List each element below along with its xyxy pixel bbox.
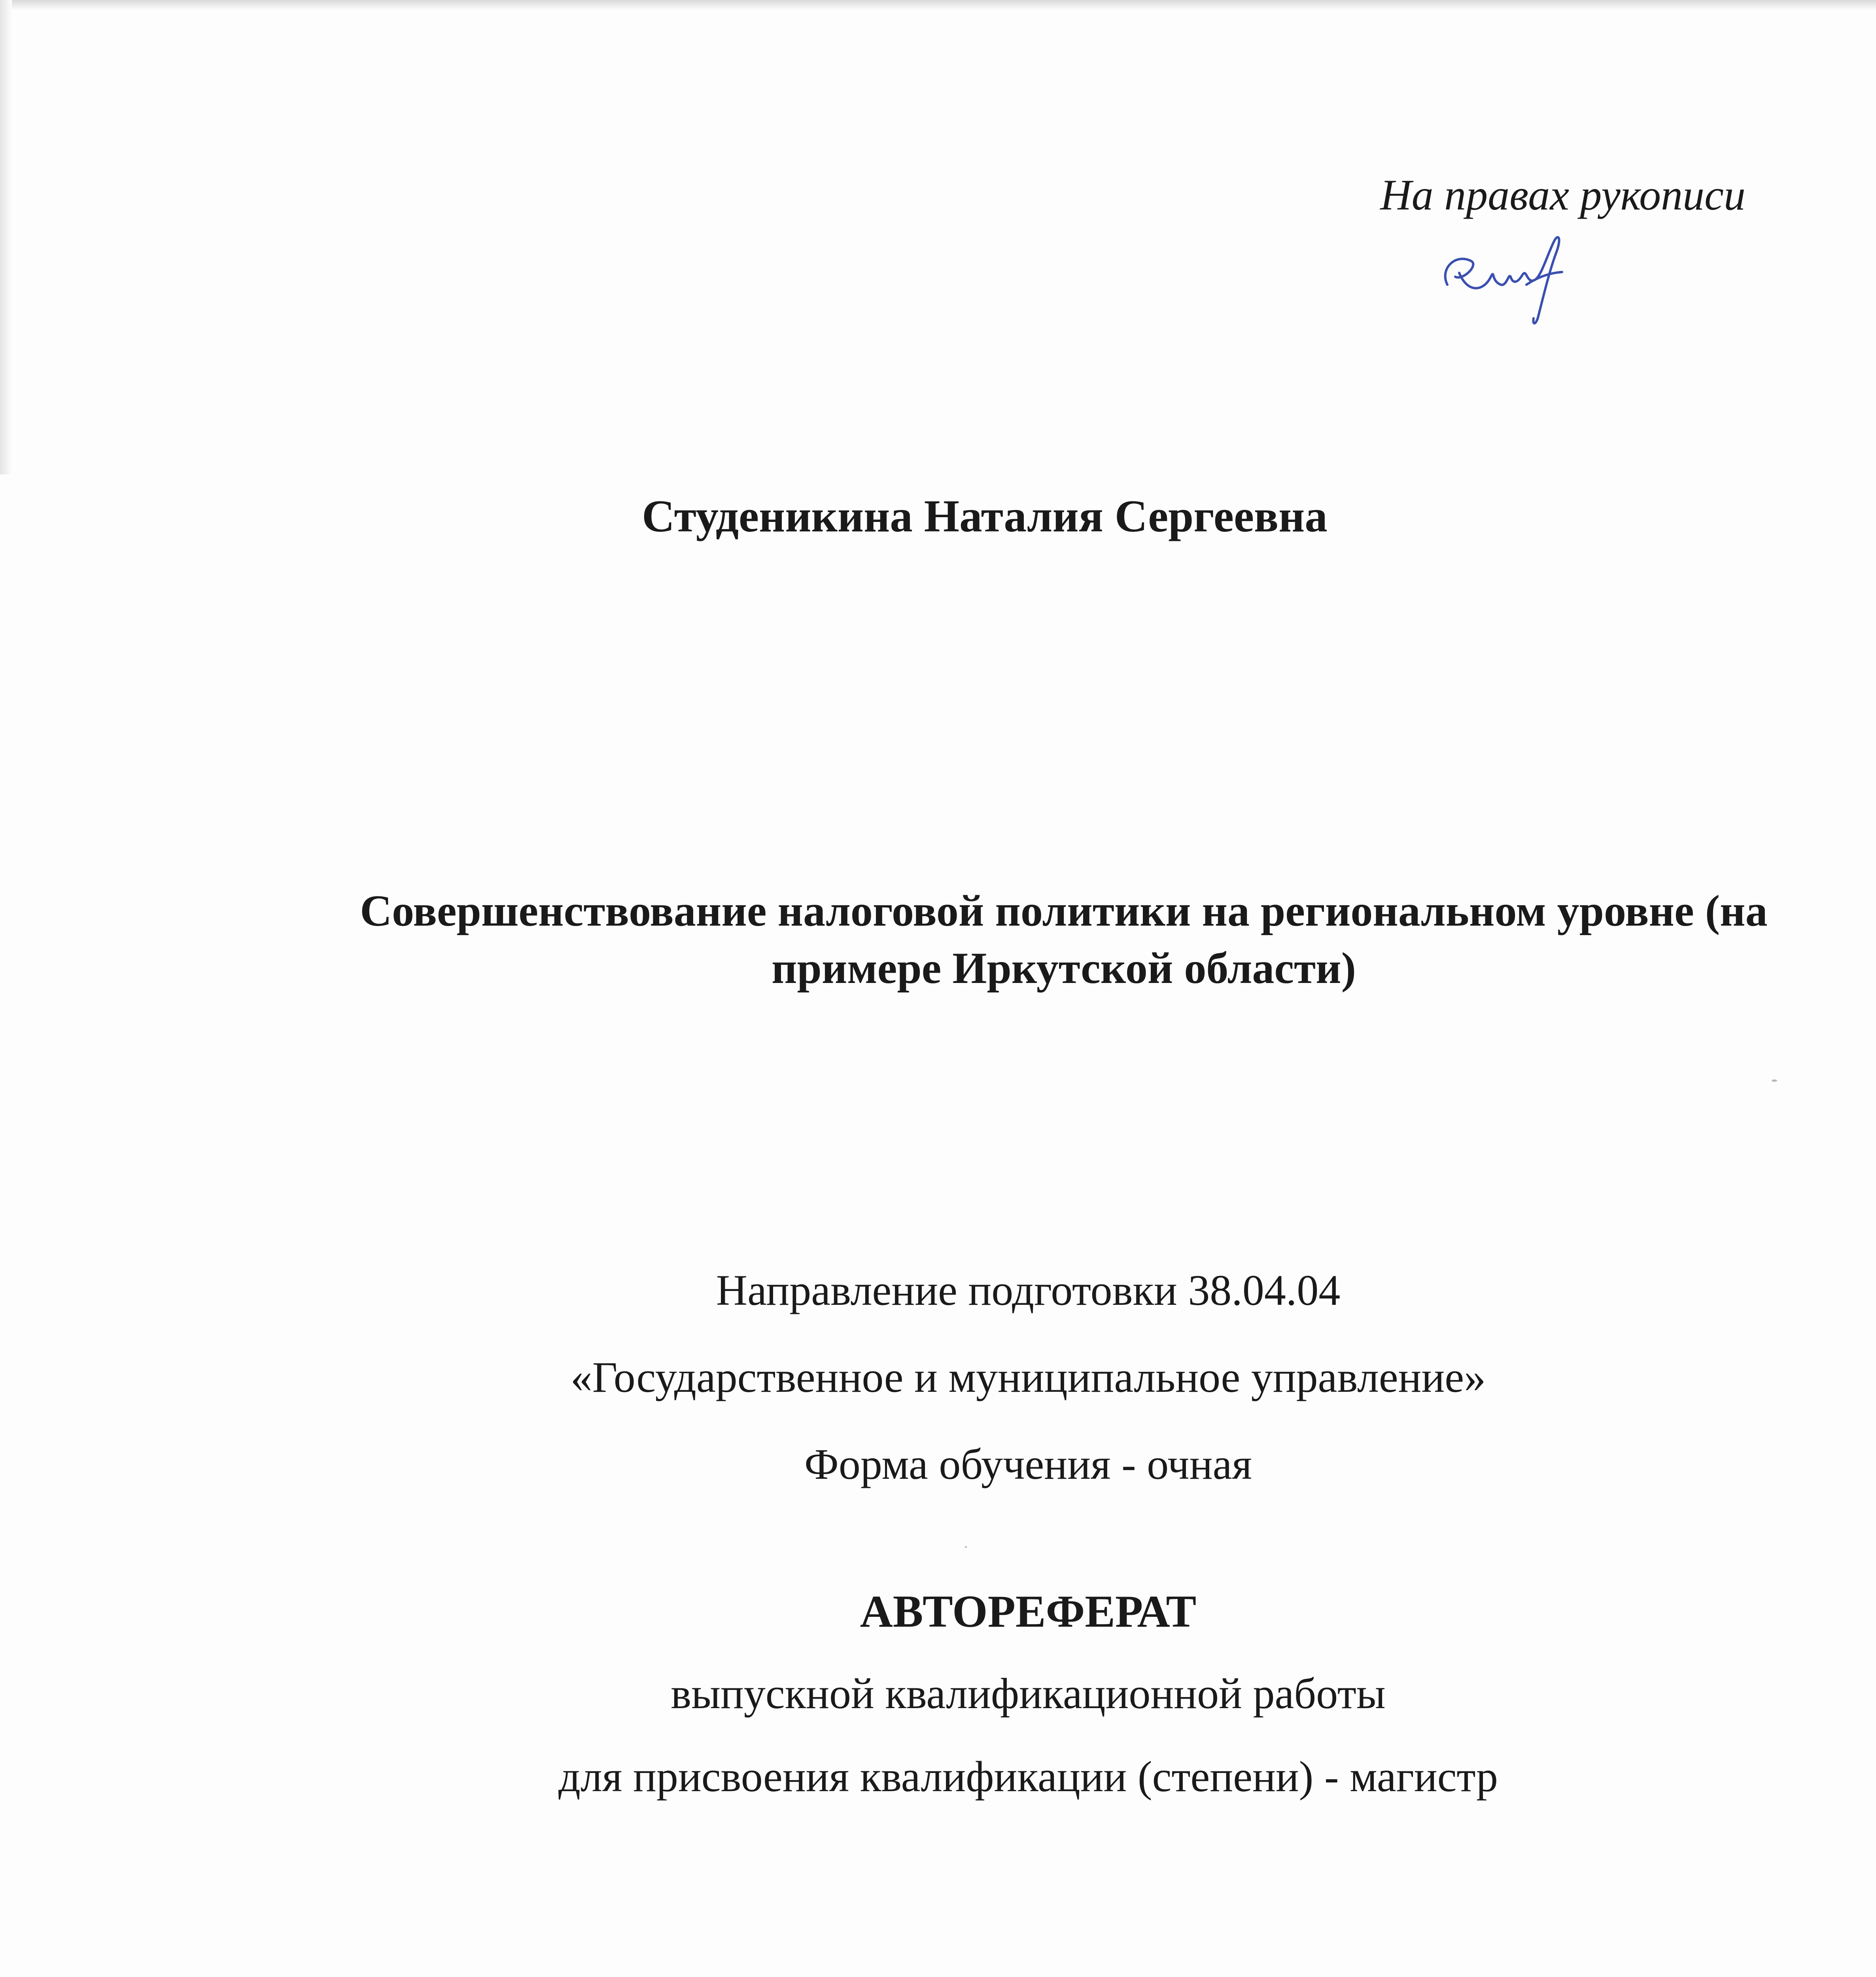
author-name: Студеникина Наталия Сергеевна: [642, 491, 1328, 541]
scan-left-edge: [0, 0, 12, 474]
document-purpose-line-1: выпускной квалификационной работы: [671, 1669, 1386, 1718]
manuscript-note: На правах рукописи: [1380, 171, 1746, 219]
document-type-heading: АВТОРЕФЕРАТ: [860, 1586, 1197, 1637]
thesis-title-line-1: Совершенствование налоговой политики на региональном уровне (на: [360, 886, 1768, 936]
study-form: Форма обучения - очная: [804, 1440, 1252, 1488]
scan-speck: [1772, 1079, 1777, 1082]
thesis-title-line-2: примере Иркутской области): [772, 944, 1356, 993]
scan-top-edge: [0, 0, 1876, 10]
training-direction: Направление подготовки 38.04.04: [716, 1266, 1341, 1314]
program-specialty: «Государственное и муниципальное управление»: [570, 1353, 1486, 1401]
document-purpose-line-2: для присвоения квалификации (степени) - магистр: [558, 1752, 1498, 1801]
scan-speck: [965, 1546, 967, 1548]
handwritten-signature: [1432, 225, 1582, 336]
